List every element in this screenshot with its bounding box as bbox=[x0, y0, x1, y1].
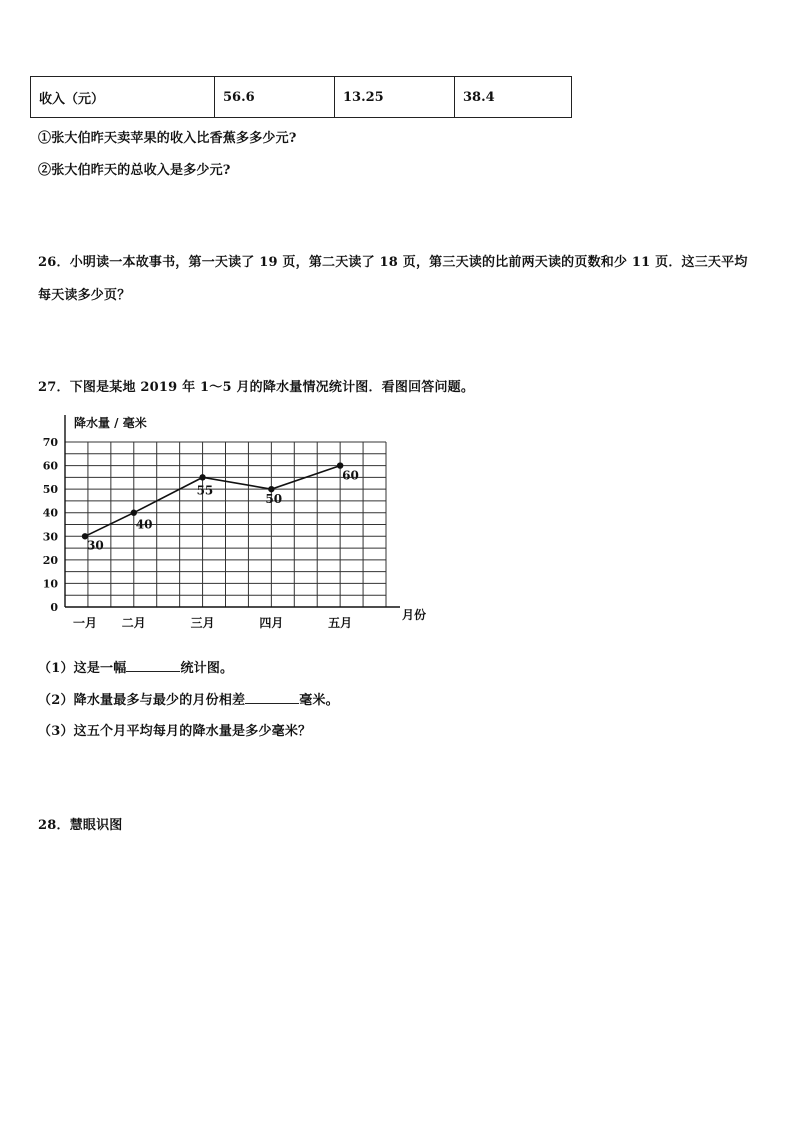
y-tick-label: 60 bbox=[42, 459, 58, 473]
rainfall-line-chart bbox=[28, 405, 448, 635]
y-tick-label: 30 bbox=[42, 530, 58, 544]
x-tick-label: 三月 bbox=[190, 616, 215, 630]
table-row-label: 收入（元） bbox=[31, 77, 215, 118]
y-tick-label: 10 bbox=[42, 577, 58, 591]
question-28-title: 28．慧眼识图 bbox=[38, 818, 123, 833]
y-tick-label: 40 bbox=[42, 506, 58, 520]
x-axis-label: 月份 bbox=[402, 608, 427, 622]
table-cell: 56.6 bbox=[215, 77, 335, 118]
table-cell: 38.4 bbox=[455, 77, 572, 118]
table-cell: 13.25 bbox=[335, 77, 455, 118]
chart-labels bbox=[43, 415, 426, 630]
y-tick-label: 0 bbox=[50, 601, 58, 614]
y-tick-label: 20 bbox=[42, 553, 58, 567]
question-27-sub2-suffix: 毫米。 bbox=[299, 693, 339, 708]
x-tick-label: 四月 bbox=[259, 616, 284, 630]
question-26-line2: 每天读多少页？ bbox=[38, 288, 131, 303]
data-label: 50 bbox=[265, 492, 283, 507]
question-27-intro: 27．下图是某地 2019 年 1～5 月的降水量情况统计图．看图回答问题。 bbox=[38, 380, 475, 395]
answer-blank-2[interactable] bbox=[245, 691, 299, 704]
income-table bbox=[30, 76, 572, 118]
question-27-sub1-suffix: 统计图。 bbox=[180, 661, 234, 676]
question-27-sub3: （3）这五个月平均每月的降水量是多少毫米？ bbox=[38, 724, 312, 739]
data-label: 55 bbox=[196, 483, 214, 498]
x-tick-label: 二月 bbox=[121, 616, 146, 630]
data-label: 60 bbox=[342, 468, 359, 483]
table-row bbox=[31, 77, 572, 118]
question-26-line1: 26．小明读一本故事书，第一天读了 19 页，第二天读了 18 页，第三天读的比前两天读的页数和少 11 页．这三天平均 bbox=[38, 255, 748, 270]
question-27-sub2 bbox=[38, 689, 339, 708]
question-27-sub1 bbox=[38, 657, 233, 676]
x-tick-label: 一月 bbox=[72, 616, 98, 630]
question-25-sub2: ②张大伯昨天的总收入是多少元? bbox=[38, 163, 231, 178]
question-25-sub1: ①张大伯昨天卖苹果的收入比香蕉多多少元? bbox=[38, 131, 297, 146]
x-tick-label: 五月 bbox=[328, 616, 353, 630]
question-27-sub1-prefix: （1）这是一幅 bbox=[38, 661, 127, 676]
y-axis-label: 降水量 / 毫米 bbox=[74, 416, 147, 430]
question-27-sub2-prefix: （2）降水量最多与最少的月份相差 bbox=[38, 693, 246, 708]
data-label: 40 bbox=[135, 517, 153, 532]
data-point bbox=[199, 474, 205, 480]
answer-blank-1[interactable] bbox=[126, 659, 180, 672]
data-label: 30 bbox=[87, 538, 104, 553]
y-tick-label: 70 bbox=[42, 436, 58, 449]
chart-axes bbox=[65, 415, 400, 607]
y-tick-label: 50 bbox=[42, 483, 58, 497]
data-point bbox=[131, 510, 137, 516]
